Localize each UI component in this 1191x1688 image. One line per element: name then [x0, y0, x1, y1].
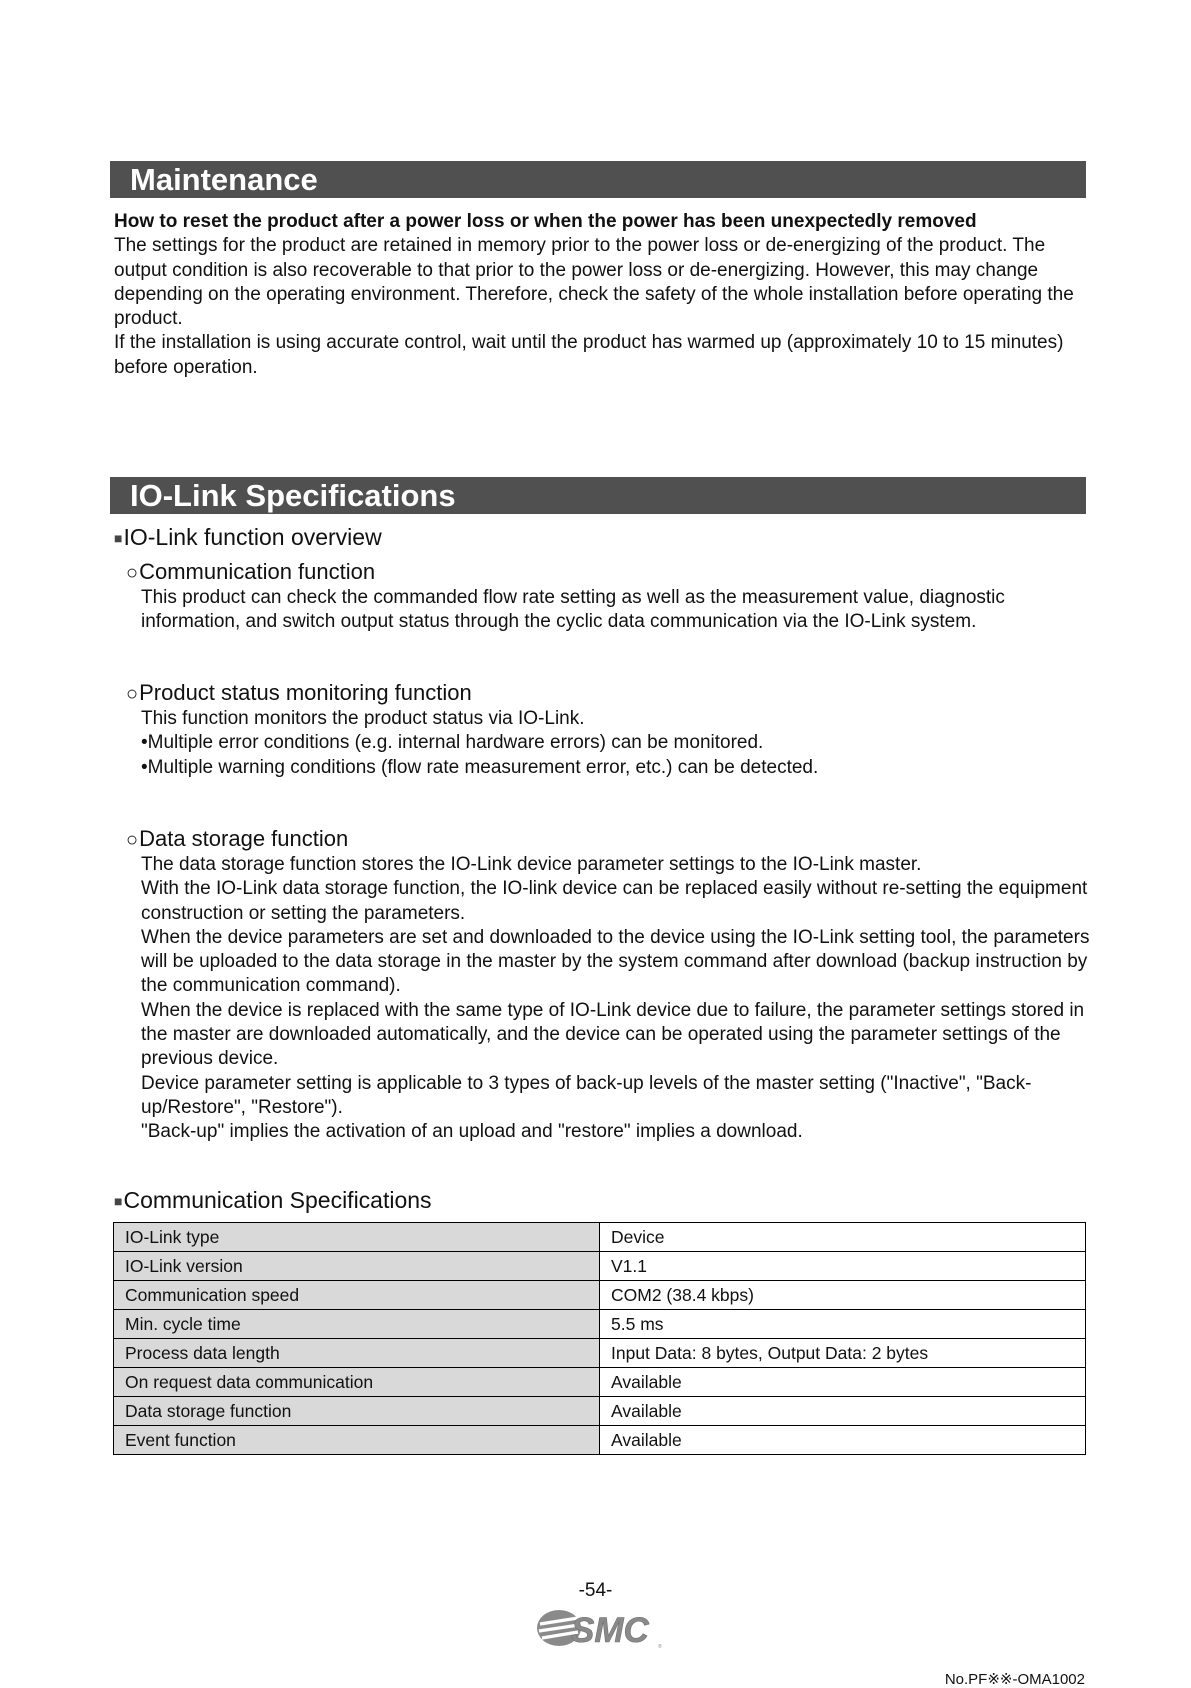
page-number: -54- — [578, 1580, 613, 1601]
smc-logo — [534, 1604, 664, 1650]
data-storage-line: "Back-up" implies the activation of an upload and "restore" implies a download. — [141, 1121, 803, 1143]
circle-bullet-icon: ○ — [126, 829, 139, 851]
spec-value: V1.1 — [600, 1252, 1086, 1281]
data-storage-line: With the IO-Link data storage function, the IO-link device can be replaced easily without re-setting the equipment construction or setting the parameters. — [141, 878, 1088, 924]
spec-value: Device — [600, 1223, 1086, 1252]
data-storage-heading — [126, 826, 348, 853]
communication-function-heading-text: Communication function — [139, 559, 376, 584]
maintenance-content — [114, 210, 1094, 380]
overview-heading-text: IO-Link function overview — [123, 524, 382, 550]
maintenance-paragraph-1: The settings for the product are retained in memory prior to the power loss or de-energizing of the product. The output condition is also recoverable to that prior to the power loss or de-energizing. However, this may change depending on the operating environment. Therefore, check the safety of the whole installation before operating the product. — [114, 235, 1074, 330]
data-storage-line: The data storage function stores the IO-Link device parameter settings to the IO-Link master. — [141, 854, 922, 875]
document-number: No.PF※※-OMA1002 — [944, 1671, 1085, 1688]
table-row — [114, 1310, 1086, 1339]
data-storage-line: Device parameter setting is applicable to 3 types of back-up levels of the master setting ("Inactive", "Back-up/Restore", "Restore"). — [141, 1072, 1032, 1118]
circle-bullet-icon: ○ — [126, 562, 139, 584]
spec-value: Available — [600, 1397, 1086, 1426]
table-row — [114, 1281, 1086, 1310]
spec-value: COM2 (38.4 kbps) — [600, 1281, 1086, 1310]
comm-spec-table — [113, 1222, 1086, 1455]
table-row — [114, 1252, 1086, 1281]
communication-function-heading — [126, 559, 375, 586]
status-monitoring-line: •Multiple warning conditions (flow rate measurement error, etc.) can be detected. — [141, 756, 819, 778]
table-row — [114, 1223, 1086, 1252]
spec-key: Data storage function — [114, 1397, 600, 1426]
spec-key: IO-Link version — [114, 1252, 600, 1281]
status-monitoring-line: This function monitors the product status via IO-Link. — [141, 708, 585, 729]
data-storage-line: When the device is replaced with the same type of IO-Link device due to failure, the parameter settings stored in the master are downloaded automatically, and the device can be operated using the parameter settings of the previous device. — [141, 999, 1085, 1070]
table-row — [114, 1368, 1086, 1397]
communication-function-text — [141, 586, 1091, 635]
square-bullet-icon: ■ — [114, 1193, 123, 1209]
overview-heading — [114, 524, 382, 551]
table-row — [114, 1426, 1086, 1455]
spec-key: IO-Link type — [114, 1223, 600, 1252]
maintenance-subheading: How to reset the product after a power loss or when the power has been unexpectedly removed — [114, 211, 977, 232]
comm-spec-heading — [114, 1187, 432, 1214]
spec-key: Event function — [114, 1426, 600, 1455]
spec-value: Input Data: 8 bytes, Output Data: 2 bytes — [600, 1339, 1086, 1368]
status-monitoring-line: •Multiple error conditions (e.g. internal hardware errors) can be monitored. — [141, 732, 764, 754]
spec-key: Communication speed — [114, 1281, 600, 1310]
data-storage-line: When the device parameters are set and downloaded to the device using the IO-Link setting tool, the parameters will be uploaded to the data storage in the master by the system command after download (backup instruction by the communication command). — [141, 926, 1090, 997]
svg-text:®: ® — [658, 1644, 662, 1650]
table-row — [114, 1339, 1086, 1368]
status-monitoring-text — [141, 707, 1091, 780]
smc-logo-text: SMC — [571, 1611, 649, 1650]
maintenance-paragraph-2: If the installation is using accurate control, wait until the product has warmed up (approximately 10 to 15 minutes) before operation. — [114, 332, 1064, 378]
spec-value: 5.5 ms — [600, 1310, 1086, 1339]
data-storage-heading-text: Data storage function — [139, 826, 349, 851]
spec-value: Available — [600, 1368, 1086, 1397]
spec-key: On request data communication — [114, 1368, 600, 1397]
section-title-iolink: IO-Link Specifications — [110, 477, 1086, 514]
square-bullet-icon: ■ — [114, 530, 123, 546]
section-title-maintenance: Maintenance — [110, 161, 1086, 198]
spec-key: Min. cycle time — [114, 1310, 600, 1339]
spec-value: Available — [600, 1426, 1086, 1455]
data-storage-text — [141, 853, 1091, 1145]
circle-bullet-icon: ○ — [126, 683, 139, 705]
table-row — [114, 1397, 1086, 1426]
status-monitoring-heading-text: Product status monitoring function — [139, 680, 472, 705]
status-monitoring-heading — [126, 680, 472, 707]
spec-key: Process data length — [114, 1339, 600, 1368]
comm-spec-heading-text: Communication Specifications — [123, 1187, 432, 1213]
communication-function-paragraph: This product can check the commanded flow rate setting as well as the measurement value, diagnostic information, and switch output status through the cyclic data communication via the IO-Link system. — [141, 587, 1005, 633]
